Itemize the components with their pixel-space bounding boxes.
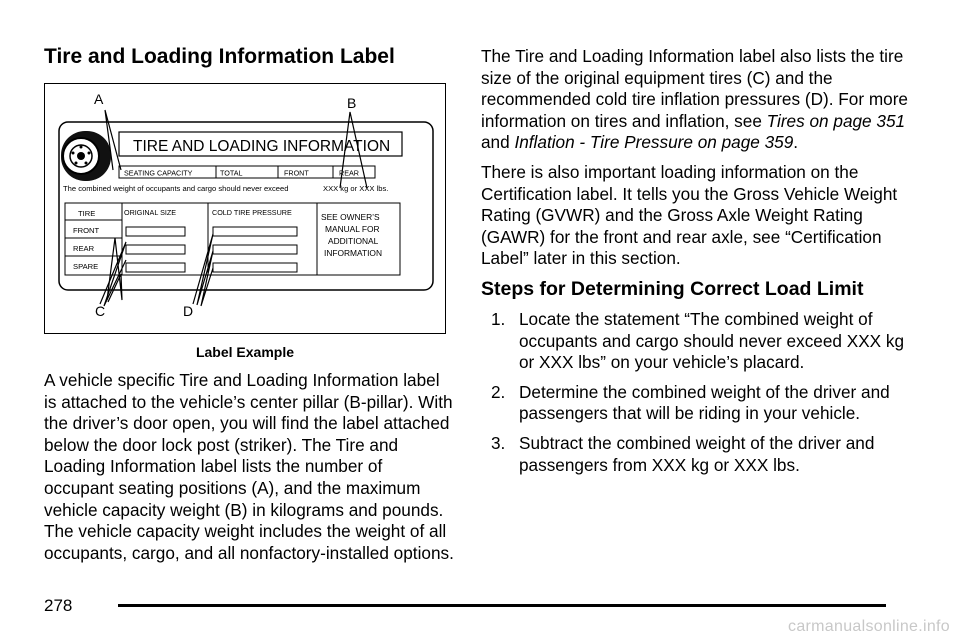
section-title: Tire and Loading Information Label bbox=[44, 45, 395, 68]
page-number: 278 bbox=[44, 596, 73, 615]
owners-manual-line4: INFORMATION bbox=[324, 248, 382, 258]
steps-title: Steps for Determining Correct Load Limit bbox=[481, 277, 864, 300]
total-label: TOTAL bbox=[220, 168, 243, 178]
front-seat-label: FRONT bbox=[284, 168, 309, 178]
label-figure bbox=[44, 83, 446, 334]
tire-size-paragraph: The Tire and Loading Information label also lists the tire size of the original equipment tires (C) and the recommended cold tire inflation pressures (D). For more information on tires and inflation, see Tires on page 351 and Inflation - Tire Pressure on page 359. bbox=[481, 46, 908, 153]
owners-manual-line2: MANUAL FOR bbox=[325, 224, 380, 234]
list-item: 2. Determine the combined weight of the driver and passengers that will be riding in your vehicle. bbox=[491, 381, 890, 424]
rear-seat-label: REAR bbox=[339, 168, 359, 178]
right-column bbox=[481, 46, 921, 476]
watermark: carmanualsonline.info bbox=[788, 618, 950, 635]
list-item: 3. Subtract the combined weight of the driver and passengers from XXX kg or XXX lbs. bbox=[491, 432, 875, 475]
callout-c: C bbox=[95, 303, 106, 319]
footer-rule bbox=[118, 604, 886, 607]
figure-caption: Label Example bbox=[195, 344, 295, 360]
inflation-page-reference: Inflation - Tire Pressure on page 359 bbox=[514, 132, 794, 153]
steps-list bbox=[481, 309, 921, 476]
label-heading: TIRE AND LOADING INFORMATION bbox=[133, 138, 391, 155]
owners-manual-line1: SEE OWNER’S bbox=[321, 212, 380, 222]
owners-manual-line3: ADDITIONAL bbox=[328, 236, 379, 246]
entry-fields bbox=[126, 227, 297, 272]
label-description-paragraph: A vehicle specific Tire and Loading Information label is attached to the vehicle’s center pillar (B-pillar). With the driver’s door open, you will find the label attached below the door lock post (striker). The Tire and Loading Information label lists the number of occupant seating positions (A), and the maximum vehicle capacity weight (B) in kilograms and pounds. The vehicle capacity weight includes the weight of all occupants, cargo, and all nonfactory-installed options. bbox=[44, 370, 454, 563]
row-spare: SPARE bbox=[73, 262, 99, 271]
weight-value: XXX kg or XXX lbs. bbox=[323, 184, 389, 193]
tire-label-illustration bbox=[45, 84, 447, 335]
tires-page-reference: Tires on page 351 bbox=[766, 110, 906, 131]
callout-b: B bbox=[347, 95, 357, 111]
certification-paragraph: There is also important loading information on the Certification label. It tells you the Gross Vehicle Weight Rating (GVWR) and the Gross Axle Weight Rating (GAWR) for the front and rear axle, see “Certification Label” later in this section. bbox=[481, 161, 898, 269]
col-cold-pressure: COLD TIRE PRESSURE bbox=[212, 208, 292, 217]
combined-weight-text: The combined weight of occupants and cargo should never exceed bbox=[63, 184, 289, 193]
col-original-size: ORIGINAL SIZE bbox=[124, 208, 177, 217]
col-tire: TIRE bbox=[78, 209, 96, 218]
tire-icon bbox=[61, 131, 111, 181]
row-front: FRONT bbox=[73, 226, 100, 235]
callout-a: A bbox=[94, 91, 104, 107]
list-item: 1. Locate the statement “The combined weight of occupants and cargo should never exceed XXX kg or XXX lbs” on your vehicle’s placard. bbox=[491, 308, 905, 373]
row-rear: REAR bbox=[73, 244, 95, 253]
callout-d: D bbox=[183, 303, 194, 319]
seating-capacity-label: SEATING CAPACITY bbox=[124, 168, 193, 178]
